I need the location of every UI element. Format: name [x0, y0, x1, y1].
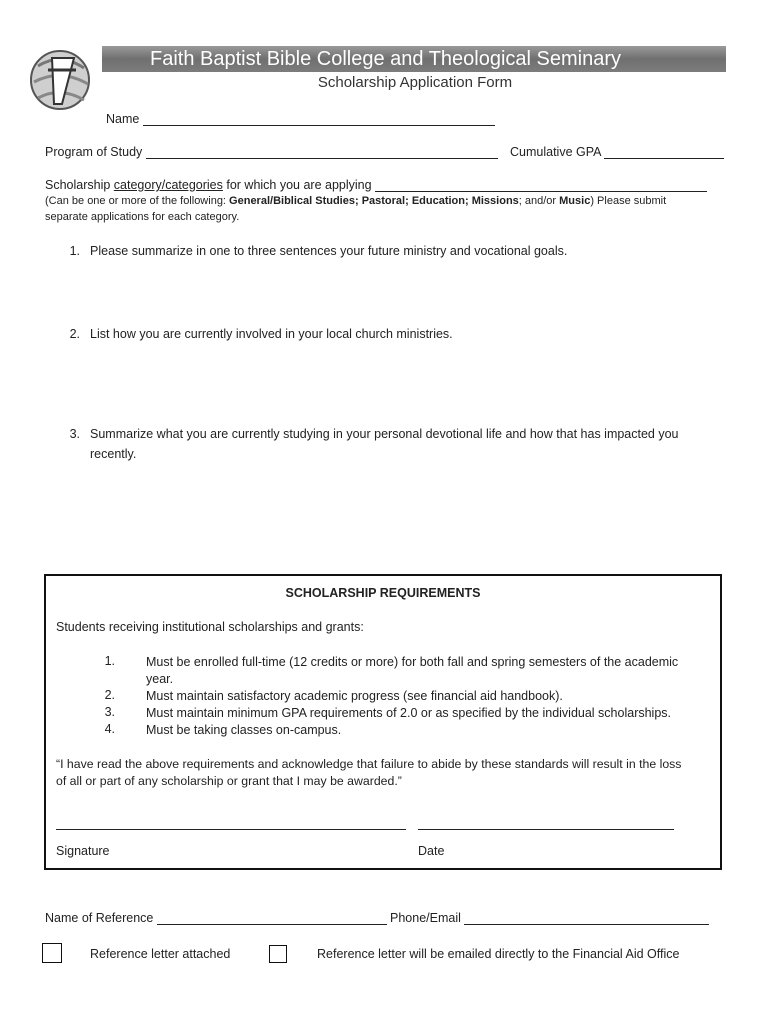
- requirement-text: Must maintain satisfactory academic progress (see financial aid handbook).: [146, 689, 563, 703]
- note-text-mid: ; and/or: [518, 195, 560, 207]
- acknowledgement-line1: “I have read the above requirements and acknowledge that failure to abide by these standards will result in the loss: [56, 757, 682, 771]
- date-label: Date: [418, 844, 445, 858]
- requirements-title: SCHOLARSHIP REQUIREMENTS: [285, 586, 481, 600]
- question-number: 1.: [69, 244, 80, 258]
- reference-attached-checkbox[interactable]: [42, 943, 62, 963]
- college-logo: [28, 46, 92, 112]
- requirement-number: 3.: [104, 705, 115, 719]
- reference-name-label: Name of Reference: [45, 911, 154, 925]
- reference-name-row: [45, 911, 387, 925]
- requirements-intro: Students receiving institutional scholarships and grants:: [56, 620, 364, 634]
- scholarship-category-field[interactable]: [375, 178, 707, 192]
- reference-attached-label: Reference letter attached: [90, 947, 231, 961]
- requirement-text-line2: year.: [146, 672, 174, 686]
- question-text-cont: recently.: [90, 447, 137, 461]
- gpa-label: Cumulative GPA: [510, 145, 601, 159]
- requirement-text: Must maintain minimum GPA requirements of 2.0 or as specified by the individual scholarships.: [146, 706, 672, 720]
- note-text: (Can be one or more of the following:: [45, 195, 230, 207]
- signature-label: Signature: [56, 844, 110, 858]
- name-field[interactable]: [143, 112, 495, 126]
- category-link: category/categories: [113, 178, 223, 192]
- reference-emailed-label: Reference letter will be emailed directly to the Financial Aid Office: [317, 947, 680, 961]
- note-music: Music: [559, 195, 591, 207]
- reference-contact-row: [390, 911, 709, 925]
- program-field[interactable]: [146, 145, 498, 159]
- reference-emailed-checkbox[interactable]: [269, 945, 287, 963]
- scholarship-row: [45, 178, 707, 192]
- signature-field[interactable]: [56, 829, 406, 830]
- category-note-line2: separate applications for each category.: [45, 211, 240, 223]
- form-title: Scholarship Application Form: [317, 74, 513, 91]
- question-text: List how you are currently involved in your local church ministries.: [90, 327, 453, 341]
- requirement-text: Must be taking classes on-campus.: [146, 723, 342, 737]
- requirement-number: 4.: [104, 722, 115, 736]
- question-number: 3.: [69, 427, 80, 441]
- acknowledgement-line2: of all or part of any scholarship or grant that I may be awarded.”: [56, 774, 402, 788]
- question-text: Summarize what you are currently studying in your personal devotional life and how that has impacted you: [90, 427, 679, 441]
- gpa-row: [510, 145, 724, 159]
- note-text-post: ) Please submit: [590, 195, 667, 207]
- category-note: [45, 195, 666, 207]
- reference-name-field[interactable]: [157, 911, 387, 925]
- scholarship-label-suffix: for which you are applying: [222, 178, 372, 192]
- phone-email-label: Phone/Email: [390, 911, 461, 925]
- name-row: [106, 112, 495, 126]
- program-label: Program of Study: [45, 145, 143, 159]
- requirement-number: 2.: [104, 688, 115, 702]
- name-label: Name: [106, 112, 140, 126]
- question-number: 2.: [69, 327, 80, 341]
- requirements-box: [44, 574, 722, 870]
- requirement-text-line: Must be enrolled full-time (12 credits or more) for both fall and spring semesters of the academic: [146, 655, 679, 669]
- gpa-field[interactable]: [604, 145, 724, 159]
- scholarship-label: Scholarship: [45, 178, 114, 192]
- phone-email-field[interactable]: [464, 911, 709, 925]
- note-categories: General/Biblical Studies; Pastoral; Education; Missions: [229, 195, 519, 207]
- requirement-number: 1.: [104, 654, 115, 668]
- requirement-text: [146, 654, 706, 688]
- institution-title: Faith Baptist Bible College and Theological Seminary: [102, 46, 726, 72]
- date-field[interactable]: [418, 829, 674, 830]
- question-text: Please summarize in one to three sentences your future ministry and vocational goals.: [90, 244, 568, 258]
- program-row: [45, 145, 498, 159]
